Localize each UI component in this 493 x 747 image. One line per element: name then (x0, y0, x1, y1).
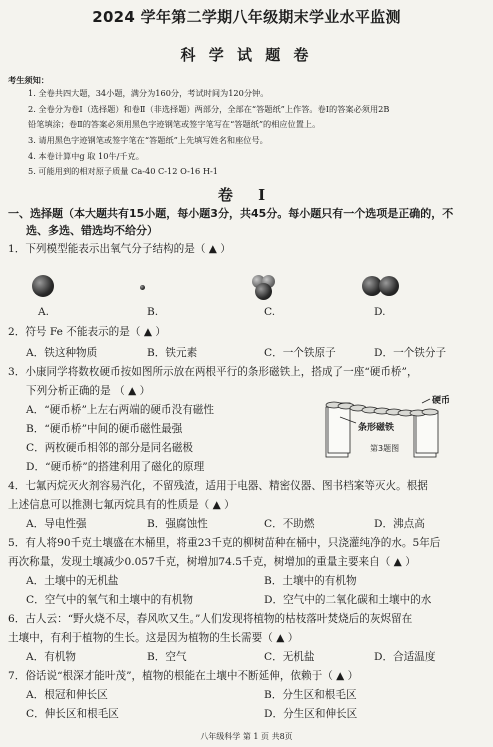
page-footer: 八年级科学 第 1 页 共8页 (200, 732, 293, 741)
option-label-d: D. (374, 306, 386, 318)
question-7-option-a: A．根冠和伸长区 (26, 689, 108, 701)
question-4-option-d: D．沸点高 (374, 518, 425, 530)
question-6-option-b: B．空气 (147, 651, 187, 663)
question-2-option-c: C．一个铁原子 (264, 347, 336, 359)
question-4-option-a: A．导电性强 (26, 518, 87, 530)
question-7-option-c: C．伸长区和根毛区 (26, 708, 119, 720)
question-6-option-c: C．无机盐 (264, 651, 315, 663)
question-3-option-a: A．“硬币桥”上左右两端的硬币没有磁性 (26, 404, 214, 416)
question-4-stem-cont: 上述信息可以推测七氟丙烷具有的性质是（ ▲ ） (8, 499, 235, 511)
notice-item: 铅笔填涂；卷Ⅱ的答案必须用黑色字迹钢笔或签字笔写在“答题纸”的相应位置上。 (28, 119, 321, 129)
exam-title: 2024 学年第二学期八年级期末学业水平监测 (92, 8, 401, 26)
notice-item: 1. 全卷共四大题，34小题，满分为160分，考试时间为120分钟。 (28, 88, 269, 98)
figure-caption: 第3题图 (370, 444, 400, 453)
question-5-option-b: B．土壤中的有机物 (264, 575, 357, 587)
magnet-label: 条形磁铁 (358, 423, 395, 433)
notice-item: 4. 本卷计算中g 取 10牛/千克。 (28, 151, 144, 161)
question-6-option-a: A．有机物 (26, 651, 77, 663)
section-heading-cont: 选、多选、错选均不给分） (26, 224, 158, 237)
question-3-stem: 3．小康同学将数枚硬币按如图所示放在两根平行的条形磁铁上，搭成了一座“硬币桥”， (8, 366, 418, 378)
option-label-a: A. (38, 306, 50, 318)
exam-subtitle: 科 学 试 题 卷 (180, 46, 313, 64)
question-2-option-a: A．铁这种物质 (26, 347, 98, 359)
option-label-c: C. (264, 306, 276, 318)
question-3-stem-cont: 下列分析正确的是 （ ▲ ） (26, 385, 151, 397)
question-2-stem: 2．符号 Fe 不能表示的是（ ▲ ） (8, 326, 166, 338)
notice-item: 3. 请用黑色字迹钢笔或签字笔在“答题纸”上先填写姓名和座位号。 (28, 135, 268, 145)
question-6-stem-cont: 土壤中，有利于植物的生长。这是因为植物的生长需要（ ▲ ） (8, 632, 299, 644)
question-4-option-c: C．不助燃 (264, 518, 315, 530)
question-7-stem: 7．俗话说“根深才能叶茂”，植物的根能在土壤中不断延伸，依赖于（ ▲ ） (8, 670, 359, 682)
question-4-option-b: B．强腐蚀性 (147, 518, 208, 530)
question-6-option-d: D．合适温度 (374, 651, 436, 663)
notice-item: 5. 可能用到的相对原子质量 Ca-40 C-12 O-16 H-1 (28, 166, 218, 176)
question-6-stem: 6．古人云：“野火烧不尽，春风吹又生。”人们发现将植物的枯枝落叶焚烧后的灰烬留在 (8, 613, 413, 625)
question-7-option-d: D．分生区和伸长区 (264, 708, 358, 720)
coin-label: 硬币 (432, 396, 451, 406)
question-5-option-d: D．空气中的二氧化碳和土壤中的水 (264, 594, 432, 606)
question-5-option-a: A．土壤中的无机盐 (26, 575, 119, 587)
question-7-option-b: B．分生区和根毛区 (264, 689, 357, 701)
question-2-option-d: D．一个铁分子 (374, 347, 447, 359)
question-3-option-c: C．两枚硬币相邻的部分是同名磁极 (26, 442, 194, 454)
question-4-stem: 4．七氟丙烷灭火剂容易汽化，不留残渣，适用于电器、精密仪器、图书档案等灭火。根据 (8, 480, 428, 492)
question-1-stem: 1．下列模型能表示出氧气分子结构的是（ ▲ ） (8, 243, 231, 255)
notice-item: 2. 全卷分为卷Ⅰ（选择题）和卷Ⅱ（非选择题）两部分，全部在“答题纸”上作答。卷Ⅰ的答案必须用2B (28, 104, 390, 114)
section-heading: 一、选择题（本大题共有15小题，每小题3分，共45分。每小题只有一个选项是正确的，不 (8, 207, 454, 220)
question-5-stem: 5．有人将90千克土壤盛在木桶里，将重23千克的柳树苗种在桶中，只浇灌纯净的水。5年后 (8, 537, 441, 549)
question-3-option-b: B．“硬币桥”中间的硬币磁性最强 (26, 423, 183, 435)
question-3-option-d: D．“硬币桥”的搭建利用了磁化的原理 (26, 461, 205, 473)
question-2-option-b: B．铁元素 (147, 347, 198, 359)
question-5-stem-cont: 再次称量，发现土壤减少0.057千克，树增加74.5千克，树增加的重量主要来自（ ▲ ） (8, 556, 416, 568)
option-label-b: B. (147, 306, 159, 318)
notice-heading: 考生须知： (8, 75, 49, 85)
volume-label: 卷 Ⅰ (217, 186, 276, 204)
question-5-option-c: C．空气中的氧气和土壤中的有机物 (26, 594, 194, 606)
